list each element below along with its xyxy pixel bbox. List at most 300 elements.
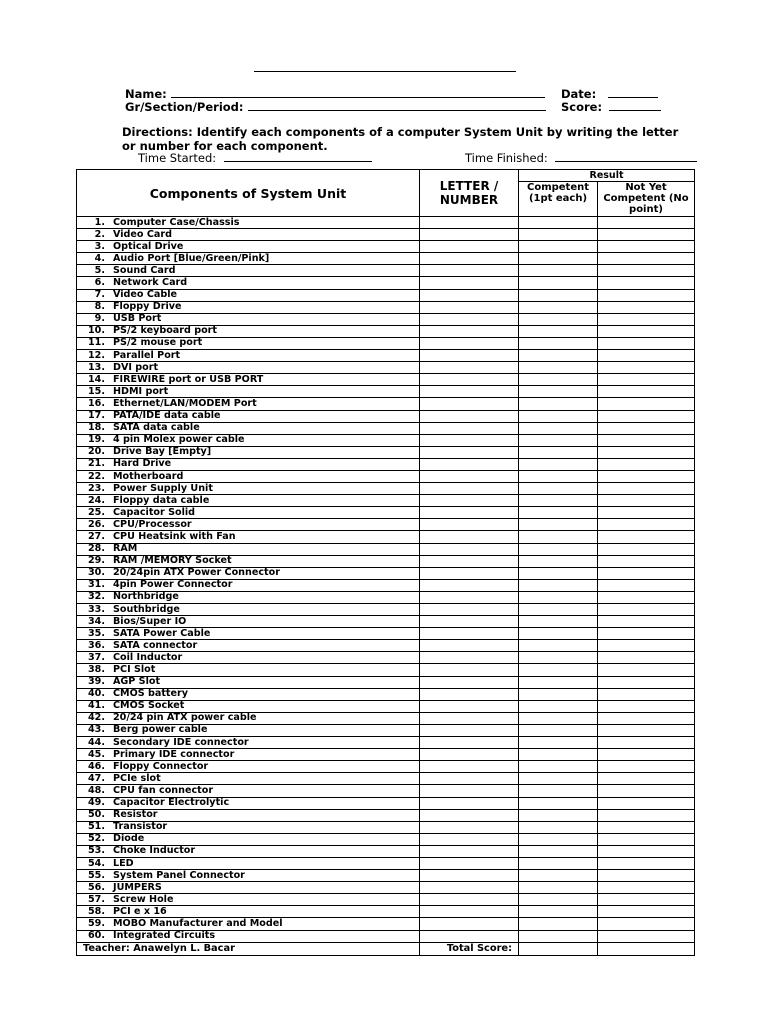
component-cell	[77, 579, 420, 591]
not-yet-competent-cell[interactable]	[598, 519, 695, 531]
letter-cell[interactable]	[420, 870, 519, 882]
not-yet-competent-cell[interactable]	[598, 857, 695, 869]
grade-field[interactable]	[248, 100, 546, 111]
component-cell	[77, 483, 420, 495]
table-row	[77, 640, 695, 652]
item-label: PS/2 keyboard port	[113, 325, 217, 337]
letter-cell[interactable]	[420, 483, 519, 495]
header-letter-text: LETTER / NUMBER	[439, 179, 499, 207]
item-label: CPU/Processor	[113, 518, 192, 530]
component-cell	[77, 229, 420, 241]
competent-cell[interactable]	[519, 543, 598, 555]
competent-cell[interactable]	[519, 616, 598, 628]
item-number: 3.	[94, 240, 105, 252]
not-yet-competent-cell[interactable]	[598, 483, 695, 495]
competent-cell[interactable]	[519, 519, 598, 531]
letter-cell[interactable]	[420, 579, 519, 591]
letter-cell[interactable]	[420, 652, 519, 664]
not-yet-competent-cell[interactable]	[598, 217, 695, 229]
letter-cell[interactable]	[420, 616, 519, 628]
not-yet-competent-cell[interactable]	[598, 882, 695, 894]
table-row	[77, 857, 695, 869]
time-started-field[interactable]	[224, 151, 372, 162]
not-yet-competent-cell[interactable]	[598, 894, 695, 906]
component-cell	[77, 737, 420, 749]
competent-cell[interactable]	[519, 567, 598, 579]
item-number: 35.	[88, 627, 105, 639]
competent-cell[interactable]	[519, 241, 598, 253]
item-number: 7.	[94, 289, 105, 301]
item-label: Southbridge	[113, 603, 180, 615]
not-yet-competent-cell[interactable]	[598, 265, 695, 277]
letter-cell[interactable]	[420, 519, 519, 531]
letter-cell[interactable]	[420, 591, 519, 603]
competent-cell[interactable]	[519, 374, 598, 386]
letter-cell[interactable]	[420, 543, 519, 555]
table-row	[77, 930, 695, 942]
item-label: Optical Drive	[113, 240, 184, 252]
competent-cell[interactable]	[519, 676, 598, 688]
letter-cell[interactable]	[420, 857, 519, 869]
not-yet-competent-cell[interactable]	[598, 797, 695, 809]
competent-cell[interactable]	[519, 761, 598, 773]
not-yet-competent-cell[interactable]	[598, 688, 695, 700]
competent-cell[interactable]	[519, 253, 598, 265]
not-yet-competent-cell[interactable]	[598, 821, 695, 833]
letter-cell[interactable]	[420, 773, 519, 785]
not-yet-competent-cell[interactable]	[598, 652, 695, 664]
table-row	[77, 495, 695, 507]
competent-cell[interactable]	[519, 229, 598, 241]
component-cell	[77, 785, 420, 797]
letter-cell[interactable]	[420, 604, 519, 616]
table-row	[77, 229, 695, 241]
component-cell	[77, 362, 420, 374]
component-cell	[77, 894, 420, 906]
score-field[interactable]	[609, 100, 661, 111]
component-cell	[77, 700, 420, 712]
item-label: System Panel Connector	[113, 869, 245, 881]
letter-cell[interactable]	[420, 374, 519, 386]
not-yet-competent-cell[interactable]	[598, 930, 695, 942]
table-row	[77, 458, 695, 470]
time-finished-field[interactable]	[555, 151, 697, 162]
item-number: 57.	[88, 893, 105, 905]
not-yet-competent-cell[interactable]	[598, 313, 695, 325]
item-label: DVI port	[113, 361, 159, 373]
item-number: 21.	[88, 458, 105, 470]
component-cell	[77, 519, 420, 531]
total-score-competent-cell[interactable]	[519, 942, 598, 955]
not-yet-competent-cell[interactable]	[598, 604, 695, 616]
item-number: 10.	[88, 325, 105, 337]
table-row	[77, 821, 695, 833]
item-label: Power Supply Unit	[113, 482, 213, 494]
competent-cell[interactable]	[519, 362, 598, 374]
not-yet-competent-cell[interactable]	[598, 543, 695, 555]
not-yet-competent-cell[interactable]	[598, 724, 695, 736]
letter-cell[interactable]	[420, 821, 519, 833]
letter-cell[interactable]	[420, 289, 519, 301]
table-row	[77, 483, 695, 495]
letter-cell[interactable]	[420, 398, 519, 410]
letter-cell[interactable]	[420, 918, 519, 930]
not-yet-competent-cell[interactable]	[598, 398, 695, 410]
table-row	[77, 724, 695, 736]
item-number: 52.	[88, 833, 105, 845]
not-yet-competent-cell[interactable]	[598, 495, 695, 507]
letter-cell[interactable]	[420, 531, 519, 543]
component-cell	[77, 591, 420, 603]
not-yet-competent-cell[interactable]	[598, 761, 695, 773]
not-yet-competent-cell[interactable]	[598, 253, 695, 265]
table-row	[77, 217, 695, 229]
competent-cell[interactable]	[519, 531, 598, 543]
table-row	[77, 374, 695, 386]
component-cell	[77, 398, 420, 410]
item-number: 25.	[88, 506, 105, 518]
item-number: 8.	[94, 301, 105, 313]
competent-cell[interactable]	[519, 398, 598, 410]
letter-cell[interactable]	[420, 676, 519, 688]
letter-cell[interactable]	[420, 325, 519, 337]
competent-cell[interactable]	[519, 555, 598, 567]
item-label: Transistor	[113, 821, 168, 833]
letter-cell[interactable]	[420, 785, 519, 797]
component-cell	[77, 773, 420, 785]
letter-cell[interactable]	[420, 882, 519, 894]
letter-cell[interactable]	[420, 749, 519, 761]
not-yet-competent-cell[interactable]	[598, 640, 695, 652]
not-yet-competent-cell[interactable]	[598, 628, 695, 640]
letter-cell[interactable]	[420, 337, 519, 349]
component-cell	[77, 265, 420, 277]
not-yet-competent-cell[interactable]	[598, 531, 695, 543]
letter-cell[interactable]	[420, 229, 519, 241]
not-yet-competent-cell[interactable]	[598, 470, 695, 482]
competent-cell[interactable]	[519, 640, 598, 652]
not-yet-competent-cell[interactable]	[598, 591, 695, 603]
component-cell	[77, 652, 420, 664]
letter-cell[interactable]	[420, 422, 519, 434]
component-cell	[77, 531, 420, 543]
item-number: 36.	[88, 639, 105, 651]
table-row	[77, 652, 695, 664]
letter-cell[interactable]	[420, 700, 519, 712]
competent-cell[interactable]	[519, 458, 598, 470]
item-label: SATA connector	[113, 639, 198, 651]
competent-cell[interactable]	[519, 870, 598, 882]
item-number: 27.	[88, 530, 105, 542]
component-cell	[77, 616, 420, 628]
competent-cell[interactable]	[519, 930, 598, 942]
competent-cell[interactable]	[519, 350, 598, 362]
competent-cell[interactable]	[519, 313, 598, 325]
letter-cell[interactable]	[420, 458, 519, 470]
competent-cell[interactable]	[519, 483, 598, 495]
not-yet-competent-cell[interactable]	[598, 301, 695, 313]
item-number: 49.	[88, 797, 105, 809]
competent-cell[interactable]	[519, 495, 598, 507]
letter-cell[interactable]	[420, 761, 519, 773]
letter-cell[interactable]	[420, 567, 519, 579]
letter-cell[interactable]	[420, 688, 519, 700]
component-cell	[77, 277, 420, 289]
not-yet-competent-cell[interactable]	[598, 374, 695, 386]
letter-cell[interactable]	[420, 470, 519, 482]
not-yet-competent-cell[interactable]	[598, 845, 695, 857]
table-row	[77, 737, 695, 749]
competent-cell[interactable]	[519, 821, 598, 833]
date-field[interactable]	[608, 87, 658, 98]
component-cell	[77, 301, 420, 313]
item-label: Audio Port [Blue/Green/Pink]	[113, 252, 270, 264]
letter-cell[interactable]	[420, 386, 519, 398]
not-yet-competent-cell[interactable]	[598, 870, 695, 882]
not-yet-competent-cell[interactable]	[598, 241, 695, 253]
component-cell	[77, 386, 420, 398]
not-yet-competent-cell[interactable]	[598, 918, 695, 930]
not-yet-competent-cell[interactable]	[598, 325, 695, 337]
competent-cell[interactable]	[519, 386, 598, 398]
competent-cell[interactable]	[519, 470, 598, 482]
competent-cell[interactable]	[519, 628, 598, 640]
competent-cell[interactable]	[519, 712, 598, 724]
competent-cell[interactable]	[519, 664, 598, 676]
competent-cell[interactable]	[519, 845, 598, 857]
not-yet-competent-cell[interactable]	[598, 676, 695, 688]
table-row	[77, 773, 695, 785]
table-row	[77, 470, 695, 482]
component-cell	[77, 458, 420, 470]
letter-cell[interactable]	[420, 241, 519, 253]
item-label: USB Port	[113, 313, 162, 325]
competent-cell[interactable]	[519, 217, 598, 229]
not-yet-competent-cell[interactable]	[598, 422, 695, 434]
not-yet-competent-cell[interactable]	[598, 749, 695, 761]
letter-cell[interactable]	[420, 930, 519, 942]
competent-cell[interactable]	[519, 507, 598, 519]
table-row	[77, 676, 695, 688]
item-label: Sound Card	[113, 264, 176, 276]
item-number: 28.	[88, 543, 105, 555]
not-yet-competent-cell[interactable]	[598, 712, 695, 724]
not-yet-competent-cell[interactable]	[598, 773, 695, 785]
letter-cell[interactable]	[420, 640, 519, 652]
competent-cell[interactable]	[519, 797, 598, 809]
not-yet-competent-cell[interactable]	[598, 809, 695, 821]
letter-cell[interactable]	[420, 507, 519, 519]
component-cell	[77, 446, 420, 458]
competent-cell[interactable]	[519, 265, 598, 277]
not-yet-competent-cell[interactable]	[598, 386, 695, 398]
table-row	[77, 507, 695, 519]
component-cell	[77, 870, 420, 882]
table-row	[77, 918, 695, 930]
letter-cell[interactable]	[420, 265, 519, 277]
not-yet-competent-cell[interactable]	[598, 458, 695, 470]
letter-cell[interactable]	[420, 434, 519, 446]
letter-cell[interactable]	[420, 712, 519, 724]
header-not-yet-competent: Not Yet Competent (No point)	[598, 182, 695, 217]
table-row	[77, 700, 695, 712]
table-row	[77, 265, 695, 277]
not-yet-competent-cell[interactable]	[598, 337, 695, 349]
letter-cell[interactable]	[420, 495, 519, 507]
competent-cell[interactable]	[519, 785, 598, 797]
header-result: Result	[519, 170, 695, 182]
competent-cell[interactable]	[519, 833, 598, 845]
table-row	[77, 253, 695, 265]
item-label: LED	[113, 857, 134, 869]
grade-label: Gr/Section/Period:	[125, 100, 244, 114]
not-yet-competent-cell[interactable]	[598, 737, 695, 749]
item-label: Coil Inductor	[113, 651, 183, 663]
not-yet-competent-cell[interactable]	[598, 555, 695, 567]
component-cell	[77, 664, 420, 676]
not-yet-competent-cell[interactable]	[598, 289, 695, 301]
table-row	[77, 906, 695, 918]
item-number: 12.	[88, 349, 105, 361]
letter-cell[interactable]	[420, 313, 519, 325]
item-number: 43.	[88, 724, 105, 736]
letter-cell[interactable]	[420, 555, 519, 567]
component-cell	[77, 410, 420, 422]
competent-cell[interactable]	[519, 289, 598, 301]
item-label: FIREWIRE port or USB PORT	[113, 373, 264, 385]
not-yet-competent-cell[interactable]	[598, 785, 695, 797]
item-number: 45.	[88, 748, 105, 760]
competent-cell[interactable]	[519, 277, 598, 289]
letter-cell[interactable]	[420, 809, 519, 821]
letter-cell[interactable]	[420, 446, 519, 458]
name-field[interactable]	[171, 87, 545, 98]
item-number: 5.	[94, 264, 105, 276]
item-number: 34.	[88, 615, 105, 627]
competent-cell[interactable]	[519, 604, 598, 616]
competent-cell[interactable]	[519, 749, 598, 761]
not-yet-competent-cell[interactable]	[598, 700, 695, 712]
competent-cell[interactable]	[519, 422, 598, 434]
not-yet-competent-cell[interactable]	[598, 350, 695, 362]
letter-cell[interactable]	[420, 833, 519, 845]
component-cell	[77, 749, 420, 761]
item-label: PS/2 mouse port	[113, 337, 203, 349]
item-label: PCIe slot	[113, 772, 161, 784]
competent-cell[interactable]	[519, 918, 598, 930]
table-row	[77, 761, 695, 773]
competent-cell[interactable]	[519, 652, 598, 664]
item-number: 51.	[88, 821, 105, 833]
not-yet-competent-cell[interactable]	[598, 507, 695, 519]
item-label: Video Card	[113, 228, 172, 240]
table-row	[77, 350, 695, 362]
letter-cell[interactable]	[420, 845, 519, 857]
letter-cell[interactable]	[420, 362, 519, 374]
item-label: MOBO Manufacturer and Model	[113, 917, 283, 929]
not-yet-competent-cell[interactable]	[598, 906, 695, 918]
component-cell	[77, 688, 420, 700]
competent-cell[interactable]	[519, 325, 598, 337]
table-row	[77, 325, 695, 337]
item-number: 23.	[88, 482, 105, 494]
item-label: 4 pin Molex power cable	[113, 434, 245, 446]
not-yet-competent-cell[interactable]	[598, 579, 695, 591]
competent-cell[interactable]	[519, 724, 598, 736]
letter-cell[interactable]	[420, 253, 519, 265]
item-label: Bios/Super IO	[113, 615, 187, 627]
not-yet-competent-cell[interactable]	[598, 410, 695, 422]
not-yet-competent-cell[interactable]	[598, 434, 695, 446]
letter-cell[interactable]	[420, 737, 519, 749]
not-yet-competent-cell[interactable]	[598, 277, 695, 289]
competent-cell[interactable]	[519, 809, 598, 821]
letter-cell[interactable]	[420, 894, 519, 906]
competent-cell[interactable]	[519, 857, 598, 869]
letter-cell[interactable]	[420, 628, 519, 640]
table-row	[77, 398, 695, 410]
not-yet-competent-cell[interactable]	[598, 833, 695, 845]
competent-cell[interactable]	[519, 773, 598, 785]
table-row	[77, 688, 695, 700]
letter-cell[interactable]	[420, 664, 519, 676]
competent-cell[interactable]	[519, 591, 598, 603]
competent-cell[interactable]	[519, 906, 598, 918]
competent-cell[interactable]	[519, 894, 598, 906]
competent-cell[interactable]	[519, 434, 598, 446]
table-row	[77, 809, 695, 821]
time-finished-row	[465, 151, 697, 165]
not-yet-competent-cell[interactable]	[598, 616, 695, 628]
competent-cell[interactable]	[519, 700, 598, 712]
item-label: Secondary IDE connector	[113, 736, 249, 748]
item-label: PCI Slot	[113, 664, 156, 676]
letter-cell[interactable]	[420, 350, 519, 362]
competent-cell[interactable]	[519, 737, 598, 749]
letter-cell[interactable]	[420, 301, 519, 313]
competent-cell[interactable]	[519, 882, 598, 894]
time-started-label: Time Started:	[138, 151, 217, 165]
competent-cell[interactable]	[519, 410, 598, 422]
table-row	[77, 616, 695, 628]
component-cell	[77, 555, 420, 567]
not-yet-competent-cell[interactable]	[598, 664, 695, 676]
competent-cell[interactable]	[519, 579, 598, 591]
component-cell	[77, 422, 420, 434]
not-yet-competent-cell[interactable]	[598, 446, 695, 458]
total-score-not-yet-cell[interactable]	[598, 942, 695, 955]
competent-cell[interactable]	[519, 688, 598, 700]
competent-cell[interactable]	[519, 301, 598, 313]
not-yet-competent-cell[interactable]	[598, 362, 695, 374]
letter-cell[interactable]	[420, 724, 519, 736]
header-components: Components of System Unit	[77, 170, 420, 217]
letter-cell[interactable]	[420, 217, 519, 229]
item-label: CMOS Socket	[113, 700, 185, 712]
competent-cell[interactable]	[519, 337, 598, 349]
letter-cell[interactable]	[420, 797, 519, 809]
not-yet-competent-cell[interactable]	[598, 567, 695, 579]
competent-cell[interactable]	[519, 446, 598, 458]
item-number: 58.	[88, 905, 105, 917]
item-number: 19.	[88, 434, 105, 446]
table-row	[77, 712, 695, 724]
letter-cell[interactable]	[420, 906, 519, 918]
letter-cell[interactable]	[420, 410, 519, 422]
table-row	[77, 749, 695, 761]
not-yet-competent-cell[interactable]	[598, 229, 695, 241]
letter-cell[interactable]	[420, 277, 519, 289]
